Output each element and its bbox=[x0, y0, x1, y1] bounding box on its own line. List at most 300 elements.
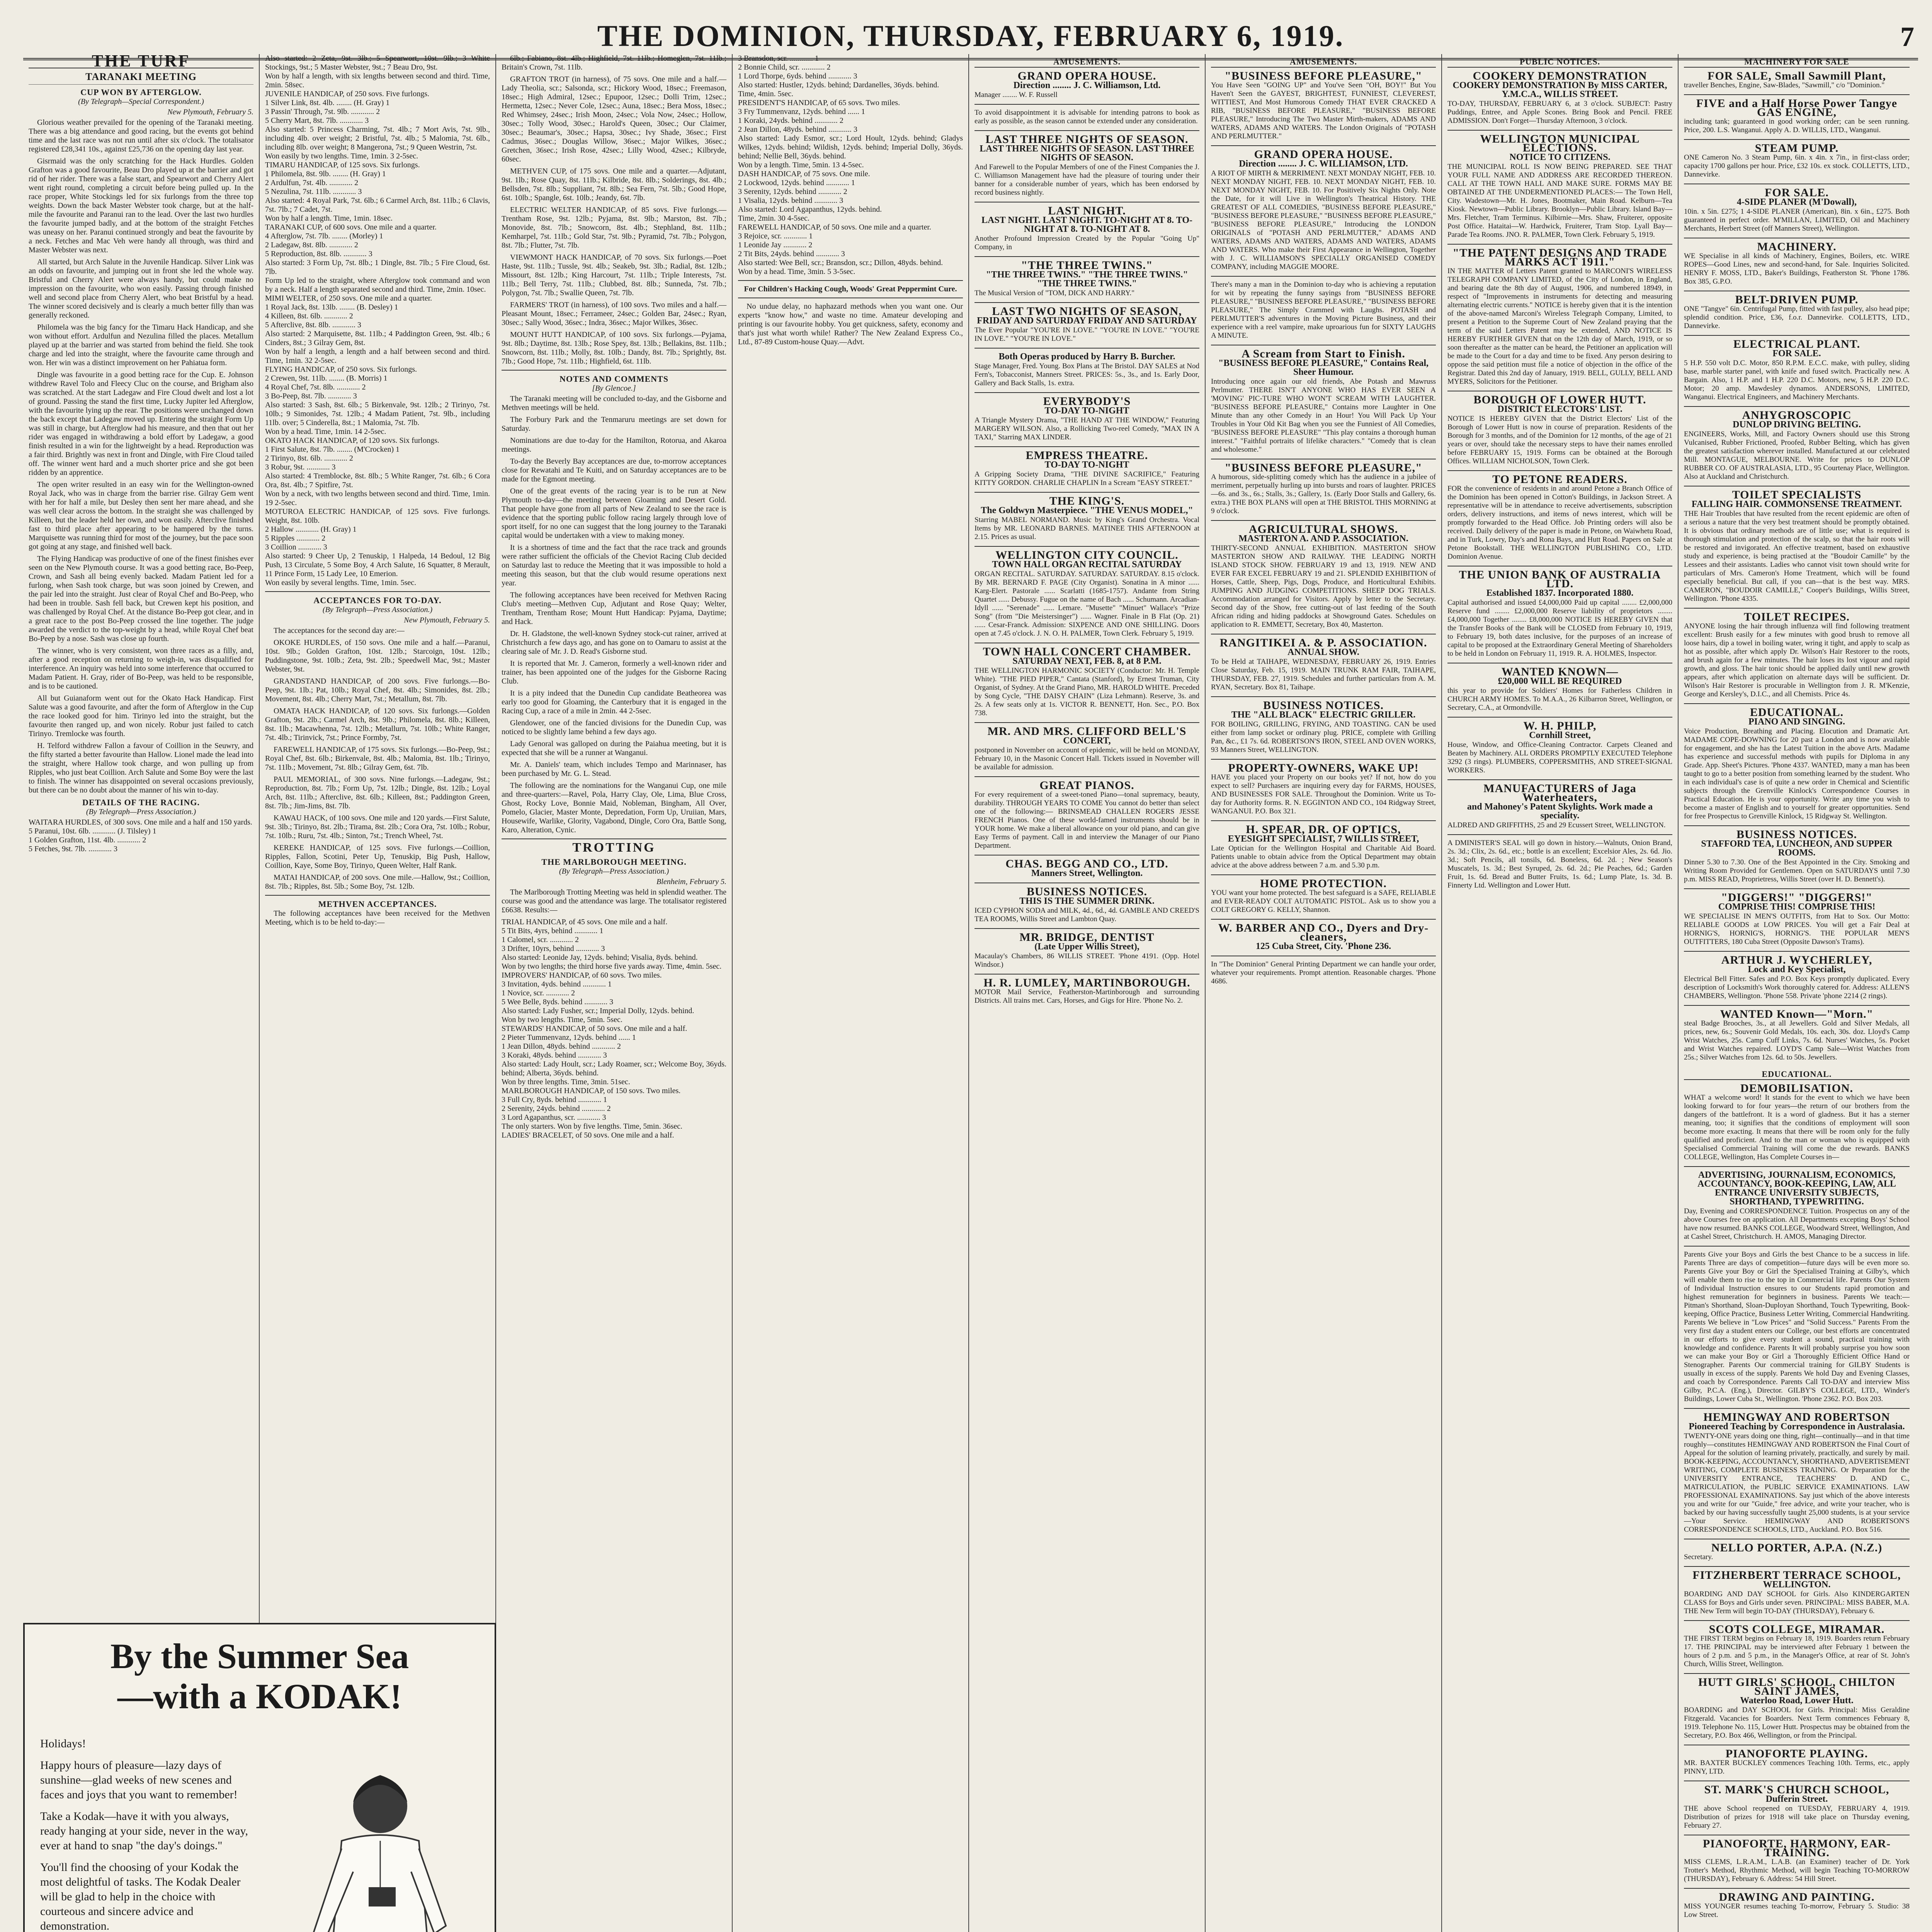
ad-body: MISS YOUNGER resumes teaching To-morrow, February 5. Studio: 38 Low Street. bbox=[1684, 1902, 1910, 1919]
ad-subtitle: MASTERTON A. AND P. ASSOCIATION. bbox=[1238, 534, 1408, 544]
trot-result-line: 2 Jean Dillon, 48yds. behind ............ 3 bbox=[738, 125, 857, 134]
result-line: MIMI WELTER, of 250 sovs. One mile and a quarter. bbox=[265, 294, 432, 303]
ad-body: Capital authorised and issued £4,000,000 Paid up capital ........ £2,000,000 Reserve fund ........ £2,000,000 Reserve liability of proprietors ........ £4,000,000 Together ........ £8,000,000 NOTICE IS HEREBY GIVEN that the Transfer Books of the Bank will be CLOSED from February 10, 1919, to February 19, both dates inclusive, for the purposes of an increase of capital to be proposed at the Extraordinary General Meeting of Shareholders to be held in London on February 11, 1919. R. A. HOLMES, Inspector. bbox=[1447, 599, 1672, 658]
acceptance-entry: ELECTRIC WELTER HANDICAP, of 85 sovs. Five furlongs.—Trentham Rose, 9st. 12lb.; Pyjama, 8st. 9lb.; Marston, 8st. 7lb.; Monovide, 8st. 7lb.; Snowcorn, 8st. 4lb.; Stephland, 8st. 11lb.; Kemharpel, 7st. 11lb.; Gold Star, 7st. 9lb.; Pyramid, 7st. 7lb.; Polygon, 8st. 7lb.; Flutter, 7st. 7lb. bbox=[502, 206, 726, 250]
ad-body: including tank; guaranteed in good working order; can be seen running. Price, 200. L.S. Wanganui. Apply A. D. WILLIS, LTD., Wanganui. bbox=[1684, 117, 1910, 134]
trot-result-line: 5 Wee Belle, 8yds. behind ............ 3 bbox=[502, 998, 614, 1006]
result-line: TARANAKI CUP, of 600 sovs. One mile and a quarter. bbox=[265, 223, 437, 231]
ad-title: WANTED Known—"Morn." bbox=[1720, 1008, 1874, 1020]
ad-body: ONE "Tangye" 6in. Centrifugal Pump, fitted with fast pulley, also head pipe; splendid condition. Price, £36, f.o.r. Dannevirke. COLLETTS, LTD., Dannevirke. bbox=[1684, 305, 1910, 330]
ad-title: WANTED KNOWN— bbox=[1501, 665, 1619, 678]
notes-paragraph: Mr. A. Daniels' team, which includes Tempo and Marinnaser, has been purchased by Mr. G. L. Stead. bbox=[502, 760, 726, 778]
trot-result-line: LADIES' BRACELET, of 50 sovs. One mile and a half. bbox=[502, 1131, 674, 1139]
acceptance-entry: OKOKE HURDLES, of 150 sovs. One mile and a half.—Paranui, 10st. 9lb.; Golden Grafton, 10st. 12lb.; Starcoign, 10st. 12lb.; Puddingstone, 9st. 10lb.; Zeta, 9st. 2lb.; Speedwell Mac, 9st.; Master Webster, 9st. bbox=[265, 638, 490, 673]
ad-subtitle: The Goldwyn Masterpiece. "THE VENUS MODEL," bbox=[981, 505, 1193, 515]
trot-result-line: PRESIDENT'S HANDICAP, of 65 sovs. Two miles. bbox=[738, 99, 900, 107]
ad-body: THE WELLINGTON HARMONIC SOCIETY (Conductor: Mr. H. Temple White). "THE PIED PIPER," Cantata (Stanford), by Ernest Truman, City Organist, of Sydney. At the Grand Piano, MR. HAROLD WHITE. Preceded by Song Cycle, "THE DAISY CHAIN" (Liza Lehmann). Reserve, 3s. and 2s. A few seats only at 1s. VICTOR R. BENNETT, Hon. Sec., P.O. Box 738. bbox=[975, 667, 1199, 717]
ad-body: There's many a man in the Dominion to-day who is achieving a reputation for wit by repeating the funny sayings from "BUSINESS BEFORE PLEASURE," "BUSINESS BEFORE PLEASURE," "BUSINESS BEFORE PLEASURE," The Simply Crammed with Laughs. POTASH and PERLMUTTER'S adventures in the Moving Picture Business, and their experience with a reel vampire, make uproarious fun for SIXTY LAUGHS A MINUTE. bbox=[1211, 281, 1436, 340]
ad-subtitle: DISTRICT ELECTORS' LIST. bbox=[1497, 404, 1622, 414]
trot-result-line: Also started: Lady Hoult, scr.; Lady Roamer, scr.; Welcome Boy, 36yds. behind; Alberta, 36yds. behind. bbox=[502, 1060, 726, 1077]
trot-result-line: Won by two lengths. Time, 5min. 5sec. bbox=[502, 1015, 622, 1024]
trot-result-line: 2 Bonnie Child, scr. ............ 2 bbox=[738, 63, 831, 71]
result-line: MOTUROA ELECTRIC HANDICAP, of 125 sovs. Five furlongs. Weight, 8st. 10lb. bbox=[265, 507, 490, 525]
result-line: 3 Robur, 9st. ............ 3 bbox=[265, 463, 336, 471]
public-notice bbox=[1447, 717, 1672, 779]
ad-body: IN THE MATTER of Letters Patent granted to MARCONI'S WIRELESS TELEGRAPH COMPANY LIMITED, of the City of London, in England, and bearing date the 8th day of August, 1906, and numbered 18949, in respect of "Improvements in instruments for detecting and measuring alternating electric currents." NOTICE is hereby given that it is the intention of the above-named Marconi's Wireless Telegraph Company, Limited, to present a Petition to the Supreme Court of New Zealand praying that the term of the said Letters Patent may be extended, AND NOTICE IS HEREBY FURTHER GIVEN that on the 12th day of March, 1919, or so soon thereafter as the matter can be heard, the Petitioner an application will be made to the Court for a day and time to be fixed. Any person desiring to oppose the said petition must file a notice of objection in the office of the Registrar. Dated this 2nd day of January, 1919. BELL, GULLY, BELL AND MYERS, Solicitors for the Petitioner. bbox=[1447, 267, 1672, 386]
ad-title: PIANOFORTE PLAYING. bbox=[1725, 1747, 1868, 1760]
ad-body: A Gripping Society Drama, "THE DIVINE SACRIFICE," Featuring KITTY GORDON. CHARLIE CHAPLIN In a Scream "EASY STREET." bbox=[975, 470, 1199, 487]
trotting-intro: The Marlborough Trotting Meeting was held in splendid weather. The course was good and the attendance was large. The totalisator registered £6638. Results:— bbox=[502, 888, 726, 914]
trot-result-line: IMPROVERS' HANDICAP, of 60 sovs. Two miles. bbox=[502, 971, 662, 980]
machinery-ads bbox=[1684, 67, 1910, 1924]
classified-ad bbox=[1684, 486, 1910, 608]
result-line: Form Up led to the straight, where Afterglow took command and won by a neck. Half a length separated second and third. Time, 2min. 10sec. bbox=[265, 276, 490, 294]
result-line: 5 Nezulina, 7st. 11lb. ............ 3 bbox=[265, 187, 362, 196]
public-notice bbox=[1447, 663, 1672, 717]
trot-result-line: Also started: Lady Esmor, scr.; Lord Hoult, 12yds. behind; Gladys Wilkes, 12yds. behind; Wildish, 12yds. behind; Imperial Dolly, 36yds. behind; Nellie Bell, 36yds. behind. bbox=[738, 134, 963, 160]
ad-title: MR. AND MRS. CLIFFORD BELL'S bbox=[987, 725, 1187, 738]
ad-title: RANGITIKEI A. & P. ASSOCIATION. bbox=[1219, 636, 1427, 649]
dateline: New Plymouth, February 5. bbox=[167, 108, 253, 116]
ad-body: ALDRED AND GRIFFITHS, 25 and 29 Ecussert Street, WELLINGTON. bbox=[1447, 821, 1666, 829]
result-line: Also started: 9 Cheer Up, 2 Tenuskip, 1 Halpeda, 14 Bedoul, 12 Big Push, 13 Circulate, 5 Some Boy, 4 Arch Salute, 16 Squatter, 8 Merault, 11 Prince Form, 15 Lady Lee, 10 Emerion. bbox=[265, 552, 490, 578]
amusement-ad bbox=[975, 67, 1199, 104]
trot-result-line: 2 Pieter Tummenvanz, 12yds. behind ...... 1 bbox=[502, 1033, 636, 1042]
ad-subtitle: "BUSINESS BEFORE PLEASURE," Contains Real, Sheer Humour. bbox=[1218, 358, 1429, 377]
trot-result-line: MARLBOROUGH HANDICAP, of 150 sovs. Two miles. bbox=[502, 1087, 681, 1095]
ad-body: Dinner 5.30 to 7.30. One of the Best Appointed in the City. Smoking and Writing Room Provided for Gentlemen. Open on SATURDAYS until 7.30 p.m. MISS READ, Proprietress, Willis Street (over H. D. Bennett's). bbox=[1684, 858, 1910, 883]
trot-result-line: Also started: Wee Bell, scr.; Bransdon, scr.; Dillon, 48yds. behind. bbox=[738, 259, 943, 267]
ad-body: THE MUNICIPAL ROLL IS NOW BEING PREPARED. SEE THAT YOUR FULL NAME AND ADDRESS ARE RECORDED THEREON. CALL AT THE TOWN HALL AND MAKE SURE. FORMS MAY BE OBTAINED AT THE UNDERMENTIONED PLACES:— The Town Hell, City. Wadestown—Mr. H. Jones, Bootmaker, Main Road. Kelburn—Tea Kiosk. Newtown—Public Library. Brooklyn—Public Library. Island Bay—Mrs. Fletcher, Tram Terminus. Kilbirnie—Mrs. Shaw, Fruiterer, opposite Post Office. Hataitai—W. Hardwick, Fruiterer, Tram Stop. Lyall Bay—Parade Tea Rooms. JNO. R. PALMER, Town Clerk. February 5, 1919. bbox=[1447, 163, 1672, 239]
trot-result-line: The only starters. Won by five lengths. Time, 5min. 36sec. bbox=[502, 1122, 682, 1131]
express-note: No undue delay, no haphazard methods when you want one. Our experts "know how," and waste no time. Amateur developing and printing is our favourite hobby. You get quickness, safety, economy and that's just what worth while! Rather? The New Zealand Express Co., Ltd., 87-89 Custom-house Quay.—Advt. bbox=[738, 302, 963, 346]
article-paragraph: The open writer resulted in an easy win for the Wellington-owned Royal Jack, who was in charge from the barrier rise. Gilray Gem went with her for half a mile, but Desley then sent her mare ahead, and she was well clear across the bottom. In the straight she was challenged by Killeen, but the leader held her own, and won easily. Afterclive finished fast to third place after appearing to be hampered by the turns. Marquisette was running third for most of the journey, but the pace soon got going at any stage, and finished well back. bbox=[29, 480, 253, 551]
trot-result-line: Won by three lengths. Time, 3min. 51sec. bbox=[502, 1078, 630, 1086]
ad-title: AGRICULTURAL SHOWS. bbox=[1248, 523, 1398, 536]
ad-title: COOKERY DEMONSTRATION bbox=[1473, 70, 1647, 82]
ad-title: GRAND OPERA HOUSE. bbox=[1017, 70, 1156, 82]
result-line: 1 Philomela, 8st. 9lb. ........ (H. Gray) 1 bbox=[265, 170, 386, 178]
result-line: 4 Killeen, 8st. 6lb. ............ 2 bbox=[265, 312, 353, 320]
ad-body: NOTICE IS HEREBY GIVEN that the District Electors' List of the Borough of Lower Hutt is now in course of preparation. Residents of the Borough for 3 months, and of the Dominion for 12 months, of the age of 21 years or over, should take the necessary steps to have their names enrolled before FEBRUARY 15, 1919. Forms can be obtained at the Borough Offices. WILLIAM NICHOLSON, Town Clerk. bbox=[1447, 415, 1672, 465]
notes-paragraph: The following acceptances have been received for Methven Racing Club's meeting—Methven Cup, Adjutant and Rose Quay; Welter, Trentham, Trentham Rose; Mount Hutt Handicap: Pyjama, Daytime; and Hack. bbox=[502, 591, 726, 626]
trot-result-line: 2 Tit Bits, 24yds. behind ............ 3 bbox=[738, 250, 845, 258]
trot-result-line: Won by a length. Time, 5min. 13 4-5sec. bbox=[738, 161, 864, 169]
ad-body: MR. BAXTER BUCKLEY commences Teaching 10th. Terms, etc., apply PINNY, LTD. bbox=[1684, 1759, 1910, 1776]
trot-result-line: FAREWELL HANDICAP, of 50 sovs. One mile and a quarter. bbox=[738, 223, 931, 231]
ad-subtitle: Established 1837. Incorporated 1880. bbox=[1486, 588, 1634, 598]
notes-paragraph: It is reported that Mr. J. Cameron, formerly a well-known rider and trainer, has been appointed one of the judges for the Gisborne Racing Club. bbox=[502, 659, 726, 685]
ad-body: For every requirement of a sweet-toned Piano—tonal supremacy, beauty, durability. THROUGH YEARS TO COME You cannot do better than select one of the following:— BRINSMEAD CHALLEN ROGERS JESSE FRENCH Pianos. One of these world-famed instruments should be in YOUR home. We make a liberal allowance on your old piano, and can give Easy Terms of payment. Call in and interview the Manager of our Piano Department. bbox=[975, 791, 1199, 850]
result-line: 5 Cherry Mart, 8st. 7lb. ............ 3 bbox=[265, 116, 369, 125]
ad-body: A humorous, side-splitting comedy which has the audience in a jubilee of merriment, perpetually hurling up into bursts and roars of laughter. PRICES—6s. and 3s., 6s.; Stalls, 3s.; Gallery, 1s. (Early Door Stalls and Gallery, 6s. extra.) THE BOX PLANS will open at THE BRISTOL THIS MORNING at 9 o'clock. bbox=[1211, 473, 1436, 515]
educational-ad bbox=[1684, 1781, 1910, 1835]
result-line: 1 First Salute, 8st. 7lb. ........ (M'Crocken) 1 bbox=[265, 445, 400, 454]
placing-line: 5 Fetches, 9st. 7lb. ............ 3 bbox=[29, 845, 117, 853]
result-line: Also started: 4 Royal Park, 7st. 6lb.; 6 Carmel Arch, 8st. 11lb.; 6 Clavis, 7st. 7lb.; 7 Cadet, 7st. bbox=[265, 196, 490, 214]
ad-body: To be Held at TAIHAPE, WEDNESDAY, FEBRUARY 26, 1919. Entries Close Saturday, Feb. 15, 1919. MAIN TRUNK RAM FAIR, TAIHAPE, THURSDAY, FEB. 27, 1919. Schedules and further particulars from A. M. RYAN, Secretary. Box 81, Taihape. bbox=[1211, 658, 1436, 691]
acceptance-entry: 6lb.; Fabiano, 8st. 4lb.; Highfield, 7st. 11lb.; Homeglen, 7st. 11lb.; Britain's Crown, 7st. 11lb. bbox=[502, 54, 726, 71]
ad-title: LAST THREE NIGHTS OF SEASON. bbox=[985, 133, 1189, 146]
trot-result-line: STEWARDS' HANDICAP, of 50 sovs. One mile and a half. bbox=[502, 1024, 687, 1033]
newspaper-page bbox=[23, 0, 1918, 1932]
amusement-ad bbox=[975, 130, 1199, 202]
result-line: Won by half a length. Time, 1min. 18sec. bbox=[265, 214, 393, 223]
ad-body: Stage Manager, Fred. Young. Box Plans at The Bristol. DAY SALES at Nod Fern's, Tobacconist, Manners Street. PRICES: 5s., 3s., and 1s. Early Door, Gallery and Back Stalls, 1s. extra. bbox=[975, 362, 1199, 387]
trot-result-line: Also started: Lady Fusher, scr.; Imperial Dolly, 12yds. behind. bbox=[502, 1007, 694, 1015]
column-amusements-1 bbox=[969, 54, 1206, 1932]
educational-headline: EDUCATIONAL. bbox=[1762, 1069, 1832, 1079]
educational-ad bbox=[1684, 1835, 1910, 1888]
ad-body: ICED CYPHON SODA and MILK, 4d., 6d., 4d. GAMBLE AND CREED'S TEA ROOMS, Willis Street and Lambton Quay. bbox=[975, 906, 1199, 923]
trot-result-line: 3 Bransdon, scr. ............ 1 bbox=[738, 54, 819, 63]
ad-body: You Have Seen "GOING UP" and You've Seen "OH, BOY!" But You Haven't Seen the GAYEST, BRIGHTEST, FUNNIEST, CLEVEREST, WITTIEST, And Most Humorous Comedy THAT EVER CRACKED A RIB, "BUSINESS BEFORE PLEASURE," "BUSINESS BEFORE PLEASURE," Introducing The Two Master Mirth-makers, ADAMS AND WATERS, ADAMS AND WATERS. The London Originals of "POTASH AND PERLMUTTER." bbox=[1211, 81, 1436, 140]
amusement-ad bbox=[975, 643, 1199, 722]
column-amusements-2 bbox=[1206, 54, 1442, 1932]
kodak-headline bbox=[25, 1636, 495, 1716]
croup-note: For Children's Hacking Cough, Woods' Great Peppermint Cure. bbox=[744, 285, 957, 293]
machinery-headline: MACHINERY FOR SALE bbox=[1744, 57, 1849, 66]
result-line: 3 Coillion ............ 3 bbox=[265, 543, 327, 551]
turf-article bbox=[29, 118, 253, 795]
trot-result-line: Also started: Hustler, 12yds. behind; Dardanelles, 36yds. behind. bbox=[738, 81, 939, 89]
ad-title: EDUCATIONAL. bbox=[1750, 706, 1844, 719]
kodak-illustration bbox=[264, 1725, 485, 1932]
ad-subtitle: STAFFORD TEA, LUNCHEON, AND SUPPER ROOMS. bbox=[1701, 839, 1893, 858]
educational-ad bbox=[1684, 1745, 1910, 1781]
ad-title: BUSINESS NOTICES. bbox=[1736, 828, 1857, 841]
amusement-ad bbox=[1211, 874, 1436, 919]
classified-ad bbox=[1684, 139, 1910, 184]
ad-subtitle: LAST THREE NIGHTS OF SEASON. LAST THREE NIGHTS OF SEASON. bbox=[980, 144, 1194, 163]
notes-paragraph: The Forbury Park and the Tenmaruru meetings are set down for Saturday. bbox=[502, 415, 726, 433]
methven-list bbox=[502, 54, 726, 366]
notes-paragraph: Nominations are due to-day for the Hamilton, Rotorua, and Akaroa meetings. bbox=[502, 436, 726, 454]
result-line: 3 Passin' Through, 7st. 9lb. ............ 2 bbox=[265, 107, 380, 116]
ad-body: WHAT a welcome word! It stands for the event to which we have been looking forward to for four years—the return of our brothers from the dangers of the battlefront. It is a word of gladness. But it has a sterner meaning, too; it signifies that the conditions of employment will soon become more exacting. It means that there will be room only for the fully qualified and proficient. And to the man or woman who is equipped with Specialised Commercial Training will come the due rewards. BANKS COLLEGE, Wellington, Has Complete Courses in— bbox=[1684, 1094, 1910, 1161]
ad-body: Electrical Bell Fitter. Safes and P.O. Box Keys promptly duplicated. Every description of Locksmith's Work thoroughly catered for. Address: ALLEN'S CHAMBERS, Wellington. 'Phone 558. Private 'phone 2214 (2 rings). bbox=[1684, 975, 1910, 1000]
result-line: JUVENILE HANDICAP, of 250 sovs. Five furlongs. bbox=[265, 90, 429, 98]
notes-headline: NOTES AND COMMENTS bbox=[559, 374, 669, 384]
ad-title: FOR SALE. bbox=[1765, 186, 1829, 199]
ad-body: this year to provide for Soldiers' Homes for Fatherless Children in CHURCH ARMY HOMES. To M.A.A., 26 Kilbarron Street, Wellington, or Secretary, C.A., at Ormondville. bbox=[1447, 687, 1672, 712]
kodak-copy bbox=[40, 1736, 257, 1932]
trot-result-line: 1 Leonide Jay ............ 2 bbox=[738, 241, 813, 249]
ad-title: SCOTS COLLEGE, MIRAMAR. bbox=[1709, 1623, 1885, 1636]
classified-ad bbox=[1684, 608, 1910, 703]
trot-result-line: 2 Serenity, 24yds. behind ............ 2 bbox=[502, 1104, 611, 1113]
amusement-ad bbox=[1211, 145, 1436, 276]
classified-ad bbox=[1684, 94, 1910, 139]
kodak-copy-line: You'll find the choosing of your Kodak the most delightful of tasks. The Kodak Dealer will be glad to help in the choice with courteous and sincere advice and demonstration. bbox=[40, 1861, 241, 1932]
amusement-ad bbox=[975, 202, 1199, 256]
ad-title: THE UNION BANK OF AUSTRALIA LTD. bbox=[1459, 568, 1661, 590]
article-paragraph: Dingle was favourite in a good betting race for the Cup. E. Johnson withdrew Ravel Tolo and Fleecy Cluc on the course, and Brigham also was scratched. At the start Ladegaw and Fire Cloud dwelt and lost a lot of ground. Passing the stand the first time, Lucky Jupiter led Afterglow, with the favourite lying up the rear. The positions were unchanged down the back except that Ladegaw moved up. Entering the straight Form Up was still in charge, but Afterglow had his measure, and then that out her rider was engaged in withdrawing a bold effort by Ladegaw, a good finish resulted in a win for the lightweight by a head. Reproduction was a fair third. Brightly was next in front and Dingle, with Fire Cloud tailed off. The winner went hard and a much shorter price and she got been ridden by an apprentice. bbox=[29, 371, 253, 477]
ad-body: Day, Evening and CORRESPONDENCE Tuition. Prospectus on any of the above Courses free on application. All Departments excepting Boys' School have now resumed. BANKS COLLEGE, Woodward Street, Wellington, And at Cashel Street, Christchurch. H. AMOS, Managing Director. bbox=[1684, 1207, 1910, 1241]
ad-title: ST. MARK'S CHURCH SCHOOL, bbox=[1704, 1783, 1889, 1796]
acceptance-entry: FAREWELL HANDICAP, of 175 sovs. Six furlongs.—Bo-Peep, 9st.; Royal Chef, 8st. 6lb.; Birkenvale, 8st. 4lb.; Malomia, 8st. 1lb.; Tirinyo, 7st. 11lb.; Movement, 7st. 8lb.; Gilray Gem, 6st. 7lb. bbox=[265, 745, 490, 772]
ad-body: YOU want your home protected. The best safeguard is a SAFE, RELIABLE and EVER-READY COLT AUTOMATIC PISTOL. Ask us to show you a COLT GREGORY G. KELLY, Shannon. bbox=[1211, 889, 1436, 914]
ad-title: ARTHUR J. WYCHERLEY, bbox=[1721, 954, 1872, 966]
ad-body: A DMINISTER'S SEAL will go down in history.—Walnuts, Onion Brand, 2s. 3d.; Clix, 2s. 6d., etc.; bottle is an excellent; Excelsior Ales, 2s. 6d. Jio. 3d.; Soft Pencils, all tonsils, 6d. Boneless, 6d. 2d. ; New Season's Muscatels, 1s. 3d.; Best Syruped, 2s. 6d. 2d.; Pie Peaches, 6d.; Garden Fruit, 1s. 6d. Bread and Butter Fruits, 1s. 6d.; Lump Plate, 1s. 3d. B. Finnerty Ltd. Wellington and Lower Hutt. bbox=[1447, 839, 1672, 889]
article-paragraph: H. Telford withdrew Fallon a favour of Coillion in the Seuwry, and the fifty started a better favourite than Hallow. Lionel made the lead into the straight, where Hallow took charge, and won pulling up from Ripples, who just beat Coillion. Arch Salute and Some Boy were the last to finish. The winner has disappointed on several occasions previously, but there can be no doubt about the manner of his win to-day. bbox=[29, 742, 253, 794]
trot-result-line: DASH HANDICAP, of 75 sovs. One mile. bbox=[738, 170, 870, 178]
ad-subtitle: Lock and Key Specialist, bbox=[1748, 964, 1846, 975]
ad-title: TOILET RECIPES. bbox=[1744, 611, 1850, 623]
ad-body: TO-DAY, THURSDAY, FEBRUARY 6, at 3 o'clock. SUBJECT: Pastry Puddings, Entree, and Apple Scones. Bring Book and Pencil. FREE ADMISSION. Don't Forget—Thursday Afternoon, 3 o'clock. bbox=[1447, 100, 1672, 125]
acceptance-entry: PAUL MEMORIAL, of 300 sovs. Nine furlongs.—Ladegaw, 9st.; Reproduction, 8st. 7lb.; Form Up, 7st. 12lb.; Dingle, 8st. 12lb.; Loyal Arch, 8st. 11lb.; Afterclive, 8st. 6lb.; Killeen, 8st.; Paddington Green, 8st. 7lb.; Jim-Jims, 8st. 7lb. bbox=[265, 775, 490, 810]
trotting-dateline: Blenheim, February 5. bbox=[656, 878, 726, 886]
classified-ad bbox=[1684, 703, 1910, 825]
amusement-ad bbox=[1211, 67, 1436, 145]
ad-body: WE Specialise in all kinds of Machinery, Engines, Boilers, etc. WIRE ROPES—Good Lines, new and second-hand, for Sale. Inquiries Solicited. HENRY F. MOSS, LTD., Baker's Buildings, Featherston St. 'Phone 1786. Box 385, G.P.O. bbox=[1684, 252, 1910, 286]
trot-result-line: Won by a head. Time, 3min. 5 3-5sec. bbox=[738, 267, 855, 276]
ad-title: WELLINGTON MUNICIPAL ELECTIONS. bbox=[1480, 133, 1640, 154]
ad-title: W. BARBER AND CO., Dyers and Dry-cleaners, bbox=[1218, 922, 1429, 943]
ad-subtitle: FALLING HAIR. COMMONSENSE TREATMENT. bbox=[1691, 499, 1902, 509]
acceptance-entry: VIEWMONT HACK HANDICAP, of 70 sovs. Six furlongs.—Poet Haste, 9st. 11lb.; Tussle, 9st. 4lb.; Seakeb, 9st. 3lb.; Radial, 8st. 12lb.; Missourt, 8st. 12lb.; King Harcourt, 7st. 11lb.; Triple Interests, 7st. 11lb.; Bell Terry, 7st. 11lb.; Clubbed, 8st. 8lb.; Sunneda, 7st. 7lb.; Polygon, 7st. 7lb.; Swallie Queen, 7st. 7lb. bbox=[502, 253, 726, 297]
acceptance-entry: GRAFTON TROT (in harness), of 75 sovs. One mile and a half.—Lady Theolia, scr.; Salsonda, scr.; Hickory Wood, 18sec.; Freemason, 18sec.; High Admiral, 12sec.; Epupoor, 12sec.; Dolli Trim, 12sec.; Hermetta, 12sec.; Never Cole, 12sec.; Auna, 18sec.; Bera Moss, 18sec.; Red Whimsey, 24sec.; Irish Moon, 24sec.; Vola Now, 24sec.; Hollow, 30sec.; Tolly Wood, 30sec.; Harold's Queen, 30sec.; Our Claimer, 30sec.; Beaumar's, 30sec.; Hapsa, 30sec.; Ivy Shade, 36sec.; First Cadmus, 36sec.; Douglas Willow, 36sec.; Major Wilkes, 36sec.; Gretchen, 36sec.; Irish Rose, 42sec.; Lilly Wood, 42sec.; Kilbryde, 60sec. bbox=[502, 75, 726, 163]
ad-body: Introducing once again our old friends, Abe Potash and Mawruss Perlmutter. THERE ISN'T ANYONE WHO HAS EVER SEEN A 'MOVING' PIC-TURE WHO WON'T SCREAM WITH LAUGHTER. "BUSINESS BEFORE PLEASURE," Contains more Laughter in One Minute than any other Comedy in an Hour! You Will Pack Up Your Troubles in Your Old Kit Bag when you see the Funniest of All Comedies, "BUSINESS BEFORE PLEASURE" "This play contains a thorough human interest." "Faithful portraits of lifelike characters." "Comedy that is clean and wholesome." bbox=[1211, 378, 1436, 454]
acceptance-entry: MATAI HANDICAP, of 200 sovs. One mile.—Hallow, 9st.; Coillion, 8st. 7lb.; Ripples, 8st. 5lb.; Some Boy, 7st. 12lb. bbox=[265, 873, 490, 891]
ad-body: 5 H.P. 550 volt D.C. Motor, 850 R.P.M. E.C.C. make, with pulley, sliding base, marble starter panel, with knife and fused switch. Practically new. A Bargain. Also, 1 H.P. and 1 H.P. 220 D.C. Motors, new, 5 H.P. 220 D.C. Motor; 20 amp. Mawdesley dynamos. ANDERSONS, LIMITED, Wanganui. Electrical Engineers, and Machinery Merchants. bbox=[1684, 359, 1910, 401]
ad-body: ANYONE losing the hair through influenza will find following treatment excellent: Brush easily for a few minutes with good brush to remove all loose hairs, dip a towel in boiling water, wring it tight, and apply to scalp as hot as possible, after which apply Dr. Wilson's Hair Restorer to the roots, and brush again for a few minutes. The hair loses its lost vigour and rapid growth, and gloss. The hair tonic should be applied daily until new growth appears, after which application on alternate days will be sufficient. Dr. Wilson's Hair Restorer is procurable in Wellington from J. R. M'Kenzie, George and Kersley's, D.I.C., and all Chemists. Price 4s. bbox=[1684, 622, 1910, 698]
educational-ad bbox=[1684, 1620, 1910, 1673]
trot-result-line: Time, 2min. 30 4-5sec. bbox=[738, 214, 810, 223]
amusement-ad bbox=[975, 776, 1199, 855]
ad-body: In "The Dominion" General Printing Department we can handle your order, whatever your requirements. Prompt attention. Reasonable charges. 'Phone 4686. bbox=[1211, 960, 1436, 985]
ad-body: ORGAN RECITAL. SATURDAY. SATURDAY. SATURDAY. 8.15 o'clock. By MR. BERNARD F. PAGE (City Organist). Sonatina in A minor ...... Karg-Elert. Pastorale ...... Scarlatti (1685-1757). Andante from String Quartet ...... Debussy. Fugue on the name of Bach ...... Schumann. Arcadian-Idyll ...... "Serenade" ...... Lemare. "Musette" "Minuet" Wallace's "Prize Song" (from "Die Meistersinger") ...... Wagner. Finale in B Flat (Op. 21) ...... Cesar-Franck. Admission: SIXPENCE AND ONE SHILLING. Doors open at 7.45 o'clock. J. N. O. H. PALMER, Town Clerk. February 5, 1919. bbox=[975, 570, 1199, 638]
ad-title: NELLO PORTER, A.P.A. (N.Z.) bbox=[1711, 1541, 1883, 1554]
ad-title: WELLINGTON CITY COUNCIL. bbox=[995, 549, 1179, 561]
trot-result-line: 1 Novice, scr. ............ 2 bbox=[502, 989, 575, 997]
ad-body: To avoid disappointment it is advisable for intending patrons to book as early as possible, as the season cannot be extended under any consideration. bbox=[975, 109, 1199, 125]
notes-paragraph: It is a shortness of time and the fact that the race track and grounds were rather sufficient the officials of the Cheviot Racing Club decided on Saturday last to reduce the Meeting that it was impossible to hold a meeting this season, but that the club would resume operations next year. bbox=[502, 543, 726, 587]
ad-subtitle: SATURDAY NEXT, FEB. 8, at 8 P.M. bbox=[1012, 656, 1162, 666]
trot-result-line: 3 Invitation, 4yds. behind ............ 1 bbox=[502, 980, 612, 988]
ad-body: Manager ........ W. F. Russell bbox=[975, 91, 1058, 99]
ad-body: The Ever Popular "YOU'RE IN LOVE." "YOU'RE IN LOVE." "YOU'RE IN LOVE." "YOU'RE IN LOVE." bbox=[975, 326, 1199, 343]
amusement-ad bbox=[1211, 820, 1436, 874]
ad-title: MR. BRIDGE, DENTIST bbox=[1019, 931, 1155, 944]
placing-line: 5 Paranui, 10st. 6lb. ............ (J. Tilsley) 1 bbox=[29, 827, 156, 835]
educational-ad bbox=[1684, 1079, 1910, 1166]
masthead bbox=[23, 15, 1918, 60]
ad-body: steal Badge Brooches, 3s., at all Jewellers. Gold and Silver Medals, all prices, new, 6s.; Souvenir Gold Medals, 10s. each, 30s. doz. Lloyd's Camp Wrist Watches, 25s. Camp Cuff Links, 7s. 6d. Nurses' Watches, 5s. Pocket and Wrist Watches repaired. LOYD'S Camp Sale—Wrist Watches from 25s.; Silver Watches from 12s. 6d. to 50s. Jewellers. bbox=[1684, 1019, 1910, 1061]
methven-headline: METHVEN ACCEPTANCES. bbox=[318, 899, 437, 909]
ad-body: A RIOT OF MIRTH & MERRIMENT. NEXT MONDAY NIGHT, FEB. 10. NEXT MONDAY NIGHT, FEB. 10. NEXT MONDAY NIGHT, FEB. 10. NEXT MONDAY NIGHT, FEB. 10. For Positively Six Nights Only. Note the Date, for it will Live in Wellington's Theatrical History. THE GREATEST OF ALL COMEDIES, "BUSINESS BEFORE PLEASURE," "BUSINESS BEFORE PLEASURE," "BUSINESS BEFORE PLEASURE," "BUSINESS BEFORE PLEASURE," Introducing the LONDON ORIGINALS of "POTASH AND PERLMUTTER," ADAMS AND WATERS, ADAMS AND WATERS, ADAMS AND WATERS, ADAMS AND WATERS. Who make their First Appearance in Wellington, Together with J. C. WILLIAMSON'S SPECIALLY ORGANISED COMEDY COMPANY, including MAGGIE MOORE. bbox=[1211, 169, 1436, 271]
educational-ad bbox=[1684, 1673, 1910, 1745]
result-line: 2 Crewen, 9st. 11lb. ........ (B. Morris) 1 bbox=[265, 374, 388, 383]
result-line: 1 Silver Link, 8st. 4lb. ........ (H. Gray) 1 bbox=[265, 99, 390, 107]
ad-title: TO PETONE READERS. bbox=[1492, 473, 1628, 486]
ad-title: EVERYBODY'S bbox=[1043, 395, 1131, 408]
public-notice bbox=[1447, 244, 1672, 391]
classified-ad bbox=[1684, 1005, 1910, 1066]
column-public-notices bbox=[1442, 54, 1679, 1932]
result-line: Also started: 4 Tremblocke, 8st. 8lb.; 5 White Ranger, 7st. 6lb.; 6 Cora Ora, 8st. 4lb.; 7 Spitfire, 7st. bbox=[265, 472, 490, 489]
trot-result-line: 3 Koraki, 48yds. behind ............ 3 bbox=[502, 1051, 607, 1060]
ad-body: MOTOR Mail Service, Featherston-Martinborough and surrounding Districts. All trains met. Cars, Horses, and Gigs for Hire. 'Phone No. 2. bbox=[975, 988, 1199, 1005]
placing-line: 1 Golden Grafton, 11st. 4lb. ............ 2 bbox=[29, 836, 146, 844]
result-line: 5 Reproduction, 8st. 8lb. ............ 3 bbox=[265, 250, 372, 258]
public-notice bbox=[1447, 130, 1672, 244]
ad-subtitle: 125 Cuba Street, City. 'Phone 236. bbox=[1255, 941, 1391, 951]
waitara-race: WAITARA HURDLES, of 300 sovs. One mile and a half and 150 yards. bbox=[29, 818, 252, 827]
ad-body: FOR the convenience of residents in and around Petone a Branch Office of the Dominion has been opened in Cotton's Buildings, in Jackson Street. A representative will be in attendance to receive advertisements, subscription orders, delivery instructions, and items of news interest, which will be promptly forwarded to the Head Office. Job Printing orders will also be received. Daily delivery of the paper is made in Petone, on Waiwhetu Road, and in Turk, Lowry, Day's and Rona Bays, and Hutt Road. Papers on Sale at Petone Bookstall. THE WELLINGTON PUBLISHING CO., LTD. Dominion Avenue. bbox=[1447, 485, 1672, 561]
ad-subtitle: LAST NIGHT. LAST NIGHT. TO-NIGHT AT 8. TO-NIGHT AT 8. TO-NIGHT AT 8. bbox=[981, 215, 1192, 234]
amusement-ad bbox=[975, 855, 1199, 883]
ad-subtitle: ANNUAL SHOW. bbox=[1287, 647, 1359, 657]
amusement-ad bbox=[975, 446, 1199, 492]
public-notices bbox=[1447, 67, 1672, 895]
ad-subtitle: PIANO AND SINGING. bbox=[1748, 717, 1845, 727]
trot-result-line: 3 Rejoice, scr. ............ 1 bbox=[738, 232, 813, 240]
kodak-copy-line: Happy hours of pleasure—lazy days of sunshine—glad weeks of new scenes and faces and joys that you want to remember! bbox=[40, 1759, 238, 1801]
ad-subtitle: and Mahoney's Patent Skylights. Work made a speciality. bbox=[1467, 802, 1653, 821]
result-line: Also started: 3 Sash, 8st. 6lb.; 5 Birkenvale, 9st. 12lb.; 2 Tirinyo, 7st. 10lb.; 9 Simonides, 7st. 12lb.; 4 Madam Patient, 7st. 9lb., including 11lb. over; 5 Cinderella, 8st.; 1 Malomia, 7st. 7lb. bbox=[265, 401, 490, 427]
ad-title: DRAWING AND PAINTING. bbox=[1719, 1891, 1875, 1903]
notes-paragraph: It is a pity indeed that the Dunedin Cup candidate Beatheorea was early too good for Gloaming, the Canterbury that it is engaged in the Racing Cup, a race of a mile in 2min. 44 2-5sec. bbox=[502, 689, 726, 715]
public-notice bbox=[1447, 391, 1672, 470]
ad-title: STEAM PUMP. bbox=[1755, 142, 1839, 155]
acceptance-entry: KAWAU HACK, of 100 sovs. One mile and 120 yards.—First Salute, 9st. 3lb.; Tirinyo, 8st. 2lb.; Tirama, 8st. 2lb.; Cora Ora, 7st. 10lb.; Robur, 7st. 10lb.; Ruru, 7st. 4lb.; Sinton, 7st.; Trench Wheel, 7st. bbox=[265, 814, 490, 840]
ad-title: MACHINERY. bbox=[1757, 240, 1837, 253]
result-line: Also started: 2 Zeta, 9st. 3lb.; 5 Spearwort, 10st. 9lb.; 3 White Stockings, 9st.; 5 Master Webster, 9st.; 7 Beau Dro, 9st. bbox=[265, 54, 490, 71]
article-paragraph: The Flying Handicap was productive of one of the finest finishes ever seen on the New Plymouth course. It was a good betting race, Bo-Peep, Crown, and Sash all being evenly backed. Madam Patient led for a furlong, when Sash took charge, but was soon joined by Crewen, and the pair led into the straight. Just clear of Royal Chef and Bo-Peep, who had been in trouble. Sash fell back, but Crewen kept his position, and was challenged by Royal Chef. At the distance Bo-Peep got clear, and in a great race to the post Bo-Peep crossed the line together. The judge awarded the verdict to the top-weight by a head, while Royal Chef beat Bo-Peep by a nose. Sash was close up fourth. bbox=[29, 554, 253, 643]
ad-body: House, Window, and Office-Cleaning Contractor. Carpets Cleaned and Beaten by Machinery. ALL ORDERS PROMPTLY EXECUTED Telephone 3292 (3 rings). PLUMBERS, COPPERSMITHS, AND STREET-SIGNAL WORKERS. bbox=[1447, 741, 1672, 774]
ad-title: CHAS. BEGG AND CO., LTD. bbox=[1005, 857, 1168, 870]
ad-subtitle: TO-DAY TO-NIGHT bbox=[1044, 406, 1129, 416]
ad-subtitle: TO-DAY TO-NIGHT bbox=[1044, 460, 1129, 470]
methven-intro: The following acceptances have been received for the Methven Meeting, which is to be held to-day:— bbox=[265, 909, 490, 927]
article-paragraph: All started, but Arch Salute in the Juvenile Handicap. Silver Link was an odds on favourite, and jumping out in front she led the whole way. Bristful and Cherry Alert were always handy, but could make no impression on the favourite, who won easily. Passing through finished well and second place from Cherry Alert, who beat Bristful by a head. The winner scored decisively and is clearly a much better filly than was generally reckoned. bbox=[29, 258, 253, 320]
ad-subtitle: Direction ........ J. C. WILLIAMSON, LTD. bbox=[1239, 159, 1408, 169]
trot-result-line: Also started: Lord Agapanthus, 12yds. behind. bbox=[738, 205, 882, 214]
trot-result-line: Time, 4min. 5sec. bbox=[738, 90, 794, 98]
article-paragraph: Gisrmaid was the only scratching for the Hack Hurdles. Golden Grafton was a good favourite, Beau Dro played up at the barrier and got rid of her rider. There was a false start, and Spearwort and Cherry Alert went right round, completing a circuit before being pulled up. In the race proper, White Stockings led for six furlongs from the three top weights. Down the back Master Webster took charge, but at the half-mile the favourite and Paranui ran to the lead. Over the last two hurdles the favourite jumped badly, and at the bottom of the straight Fetches was uneasy on her. Paranui continued strongly and beat the favourite by a neck. Fetches and Mac Veh were handy all through, was third and Master Webster was next. bbox=[29, 157, 253, 254]
result-line: OKATO HACK HANDICAP, of 120 sovs. Six furlongs. bbox=[265, 436, 439, 445]
notes-paragraph: Dr. H. Gladstone, the well-known Sydney stock-cut rainer, arrived at Christchurch a few days ago, and has gone on to Oamaru to assist at the clearing sale of Mr. J. D. Read's Gisborne stud. bbox=[502, 629, 726, 656]
notes-article bbox=[502, 395, 726, 835]
ad-subtitle: Both Operas produced by Harry B. Burcher. bbox=[998, 352, 1175, 362]
amusement-ad bbox=[1211, 634, 1436, 696]
ad-title: FOR SALE, Small Sawmill Plant, bbox=[1708, 70, 1886, 82]
ad-body: FOR BOILING, GRILLING, FRYING, AND TOASTING. CAN be used either from lamp socket or ordinary plug. PRICE, complete with Grilling Pan, &c., £1 7s. 6d. ROBERTSON'S IRON, STEEL AND OVEN WORKS, 93 Manners Street, WELLINGTON. bbox=[1211, 720, 1436, 754]
acceptances-dateline: New Plymouth, February 5. bbox=[404, 616, 490, 624]
ad-title: LAST NIGHT. bbox=[1048, 204, 1126, 217]
ad-title: FITZHERBERT TERRACE SCHOOL, bbox=[1692, 1569, 1901, 1582]
ad-subtitle: NOTICE TO CITIZENS. bbox=[1509, 152, 1611, 162]
classified-ad bbox=[1684, 238, 1910, 291]
amusement-ad bbox=[1211, 919, 1436, 956]
trot-result-line: 1 Koraki, 24yds. behind ............ 2 bbox=[738, 116, 844, 125]
ad-body: Secretary. bbox=[1684, 1553, 1713, 1561]
ad-subtitle: Dufferin Street. bbox=[1765, 1794, 1828, 1804]
public-notice bbox=[1447, 67, 1672, 130]
acceptance-entry: MOUNT HUTT HANDICAP, of 100 sovs. Six furlongs.—Pyjama, 9st. 8lb.; Daytime, 8st. 13lb.; Rose Spey, 8st. 13lb.; Bellakins, 8st. 11lb.; Snowcorn, 8st. 11lb.; Molly, 8st. 10lb.; Dandy, 8st. 7lb.; Sprightly, 8st. 7lb.; Good Hope, 7st. 11lb.; Highfield, 6st. 11lb. bbox=[502, 330, 726, 366]
result-line: Won by half a length, a length and a half between second and third. Time, 1min. 32 2-5sec. bbox=[265, 347, 490, 365]
amusement-ad bbox=[1211, 345, 1436, 459]
ad-body: ENGINEERS, Works, Mill, and Factory Owners should use this Strong Vulcanised, Rubber Frictioned, Proofed, Rubber Belting, which has given the greatest satisfaction wherever installed. Manufactured at our celebrated Mill. MONTAGUE, MELBOURNE. Write for prices to DUNLOP RUBBER CO. OF AUSTRALASIA, LTD., 95 Courtenay Place, Wellington. Also at Auckland and Christchurch. bbox=[1684, 430, 1910, 481]
amusement-ad bbox=[975, 256, 1199, 302]
trot-result-line: 3 Fry Tummenvanz, 12yds. behind ...... 1 bbox=[738, 107, 865, 116]
classified-ad bbox=[1684, 291, 1910, 335]
ad-body: BOARDING and DAY SCHOOL for Girls. Principal: Miss Geraldine Fitzgerald. Vacancies for Boarders. Next Term commences February 8, 1919. Telephone No. 115, Lower Hutt. Prospectus may be obtained from the Secretary, P.O. Box 466, Wellington, or from the Principal. bbox=[1684, 1706, 1910, 1740]
acceptances-list bbox=[265, 638, 490, 891]
result-line: Won easily by two lengths. Time, 1min. 3 2-5sec. bbox=[265, 152, 418, 160]
ad-body: And Farewell to the Popular Members of one of the Finest Companies the J. C. Williamson Management have had the pleasure of touring under their banner for a considerable number of years, which has been endorsed by record business nightly. bbox=[975, 163, 1199, 197]
ad-body: Parents Give your Boys and Girls the best Chance to be a success in life. Parents Three are days of competition—future days will be even more so. Parents Give your Boy or Girl the Specialised Training at Gilby's, which will enable them to rise to the top in Commercial life. Parents Our System of Individual Instruction ensures to our Students rapid promotion and highest remuneration for beginners in business. Parents We teach:— Pitman's Shorthand, Sloan-Duployan Shorthand, Touch Typewriting, Book-keeping, Office Practice, Business Letter Writing, Commercial Handwriting. Parents We believe in "Low Prices" and "Solid Success." Parents From the very first day a student enters our College, our best efforts are concentrated in our efforts to give every student a sound, practical training with knowledge and confidence. Parents It will probably surprise you how soon we can make your Boy or Girl a Thoroughly Efficient Office Hand or Stenographer. Parents Our commercial training for GILBY Students is usually in excess of the supply. Parents We hold Day and Evening Classes, and coach by Correspondence. Parents Call TO-DAY and interview Miss Gilby, P.C.A. (Eng.), Director. GILBY'S COLLEGE, LTD., Winder's Buildings, Lower Cuba St., Wellington. 'Phone 2362. P.O. Box 203. bbox=[1684, 1250, 1910, 1403]
ad-title: HUTT GIRLS' SCHOOL, CHILTON SAINT JAMES, bbox=[1698, 1676, 1895, 1697]
ad-body: ONE Cameron No. 3 Steam Pump, 6in. x 4in. x 7in., in first-class order; capacity 1700 gallons per hour. Price, £32 10s. ex stock. COLLETTS, LTD., Dannevirke. bbox=[1684, 153, 1910, 179]
public-notice bbox=[1447, 779, 1672, 834]
ad-subtitle: Direction ........ J. C. Williamson, Ltd. bbox=[1013, 80, 1161, 90]
article-paragraph: All but Guianaform went out for the Okato Hack Handicap. First Salute was a good favourite, and after the form of Afterglow in the Cup the race looked good for him. Tirinyo led into the straight, but the favourite then ranged up, and won nicely. Robur just failed to catch Tirinyo. Tremlocke was fourth. bbox=[29, 694, 253, 738]
public-notice bbox=[1447, 834, 1672, 895]
ad-title: THE KING'S. bbox=[1049, 495, 1125, 507]
trot-result-line: Also started: Leonide Jay, 12yds. behind; Visalia, 8yds. behind. bbox=[502, 953, 698, 962]
details-headline: DETAILS OF THE RACING. bbox=[82, 798, 200, 807]
acceptances-headline: ACCEPTANCES FOR TO-DAY. bbox=[313, 595, 442, 605]
ad-body: THE Hair Troubles that have resulted from the recent epidemic are often of a serious a nature that the very best treatment should be promptly obtained. It is obvious that ordinary methods are of little use; what is required is thorough stimulation and protection of the scalp, so that the hair roots will be restored and invigorated. An effective treatment, based on exhaustive study and experience, is being practised at the "Boudoir Camille" by the Lessees and their assistants. Ladies who cannot visit town should write for particulars of Mrs. Cameron's Home Treatment, which will be found especially beneficial. But call, if you can—that is the best way. MRS. CAMERON, "BOUDOIR CAMILLE," Cooper's Buildings, Willis Street, Wellington. 'Phone 4335. bbox=[1684, 510, 1910, 603]
ad-title: "THE PATENT DESIGNS AND TRADE MARKS ACT 1911." bbox=[1452, 247, 1667, 268]
ad-body: postponed in November on account of epidemic, will be held on MONDAY, February 10, in the Masonic Concert Hall. Tickets issued in November will be available for admission. bbox=[975, 746, 1199, 771]
ad-subtitle: COOKERY DEMONSTRATION By MISS CARTER, Y.M.C.A., WILLIS STREET. bbox=[1452, 80, 1667, 99]
amusement-ad bbox=[975, 546, 1199, 643]
ad-body: Another Profound Impression Created by the Popular "Going Up" Company, in bbox=[975, 235, 1199, 251]
ad-body: TWENTY-ONE years doing one thing, right—continually—and in that time roughly—constitutes HEMINGWAY AND ROBERTSON the Final Court of Appeal for the solution of learning privately, practically, and surely by mail. BOOK-KEEPING, ACCOUNTANCY, SHORTHAND, ADVERTISEMENT WRITING, COMPLETE BUSINESS TRAINING. Or Preparation for the UNIVERSITY ENTRANCE, TEACHERS' D. AND C., MATRICULATION, the PUBLIC SERVICE EXAMINATIONS. LAW PROFESSIONAL EXAMINATIONS. Say just which of the above interests you and write for our "Guide," free advice, and write your teacher, who is backed by our having successfully taught 25,000 students, is at your service—Your Service. HEMINGWAY AND ROBERTSON'S CORRESPONDENCE SCHOOLS, LTD., Auckland. P.O. Box 516. bbox=[1684, 1432, 1910, 1534]
result-line: Won by half a length, with six lengths between second and third. Time, 2min. 58sec. bbox=[265, 72, 490, 89]
amusements-ads-2 bbox=[1211, 67, 1436, 990]
ad-title: HOME PROTECTION. bbox=[1260, 877, 1387, 890]
ad-subtitle: DUNLOP DRIVING BELTING. bbox=[1733, 420, 1861, 430]
result-line: 5 Ripples ............ 2 bbox=[265, 534, 326, 543]
trotting-results-cont bbox=[738, 54, 963, 276]
ad-subtitle: WELLINGTON. bbox=[1763, 1580, 1831, 1590]
column-trotting-cont bbox=[733, 54, 969, 1932]
article-paragraph: Philomela was the big fancy for the Timaru Hack Handicap, and she won without effort. Ardulfun and Nezulina filled the places. Metallum played up at the barrier and was started from behind the field. She took charge and led into the straight, where the favourite came through and won. Her win was a distinct improvement on her Pahiatua form. bbox=[29, 323, 253, 367]
ad-body: 10in. x 5in. £275; 1 4-SIDE PLANER (American), 8in. x 6in., £275. Both guaranteed in perfect order. M'MILLAN, LIMITED, Oil and Machinery Merchants, Herbert Street (off Manners Street), Wellington. bbox=[1684, 207, 1910, 233]
classified-ad bbox=[1684, 888, 1910, 951]
ad-subtitle: ADVERTISING, JOURNALISM, ECONOMICS, ACCOUNTANCY, BOOK-KEEPING, LAW, ALL ENTRANCE UNIVERSITY SUBJECTS, SHORTHAND, TYPEWRITING. bbox=[1697, 1170, 1896, 1207]
ad-title: EMPRESS THEATRE. bbox=[1026, 449, 1148, 462]
ad-title: GREAT PIANOS. bbox=[1039, 779, 1134, 792]
trot-result-line: Won by two lengths; the third horse five yards away. Time, 4min. 5sec. bbox=[502, 962, 722, 971]
result-line: 5 Afterclive, 8st. 8lb. ............ 3 bbox=[265, 321, 361, 329]
ad-subtitle: Manners Street, Wellington. bbox=[1031, 868, 1143, 878]
result-line: Also started: 5 Princess Charming, 7st. 4lb.; 7 Mort Avis, 7st. 9lb., including 4lb. over weight; 2 Bristful, 7st. 4lb.; 5 Malomia, 7st. 6lb., including 8lb. over weight; 8 Mangerona, 7st.; 9 Queen Westrin, 7st. bbox=[265, 125, 490, 151]
amusement-ad bbox=[975, 928, 1199, 974]
ad-title: PROPERTY-OWNERS, WAKE UP! bbox=[1228, 762, 1419, 774]
acceptance-entry: GRANDSTAND HANDICAP, of 200 sovs. Five furlongs.—Bo-Peep, 9st. 1lb.; Pat, 10lb.; Royal Chef, 8st. 4lb.; Simonides, 8st. 2lb.; Movement, 8st. 4lb.; Cherry Mart, 7st.; Metallum, 8st. 7lb. bbox=[265, 677, 490, 703]
educational-ad bbox=[1684, 1566, 1910, 1620]
result-line: 2 Tirinyo, 8st. 6lb. ............ 2 bbox=[265, 454, 353, 463]
ad-subtitle: 4-SIDE PLANER (M'Dowall), bbox=[1737, 197, 1857, 207]
amusements-headline-2: AMUSEMENTS. bbox=[1289, 57, 1357, 66]
trot-result-line: 5 Tit Bits, 4yrs, behind ............ 1 bbox=[502, 927, 604, 935]
amusement-ad bbox=[1211, 276, 1436, 345]
trot-result-line: TRIAL HANDICAP, of 45 sovs. One mile and a half. bbox=[502, 918, 668, 926]
result-line: 3 Bo-Peep, 8st. 7lb. ............ 3 bbox=[265, 392, 357, 400]
placings bbox=[29, 827, 253, 854]
educational-ad bbox=[1684, 1166, 1910, 1246]
ad-body: A Triangle Mystery Drama, "THE HAND AT THE WINDOW," Featuring MARGERY WILSON. Also, a Rollicking Two-reel Comedy, "MAX IN A TAXI," Starring MAX LINDER. bbox=[975, 416, 1199, 441]
ad-title: BUSINESS NOTICES. bbox=[1026, 885, 1148, 898]
ad-subtitle: Pioneered Teaching by Correspondence in Australasia. bbox=[1689, 1422, 1905, 1432]
notes-paragraph: The following are the nominations for the Wanganui Cup, one mile and three-quarters:—Ravel, Pola, Harry Clay, Ole, Lima, Blue Cross, Ghost, Rocky Love, Bonnie Maid, Nobleman, Bingham, All Over, Pomelo, Glacier, Master Monte, Depredation, Form Up, Uruiian, Mars, Housewife, Warlike, Glority, Vagabond, Dingle, Coro Ora, Battle Song, Karo, Alteration, Cynic. bbox=[502, 781, 726, 834]
ad-title: MANUFACTURERS of Jaga Waterheaters, bbox=[1483, 782, 1636, 804]
